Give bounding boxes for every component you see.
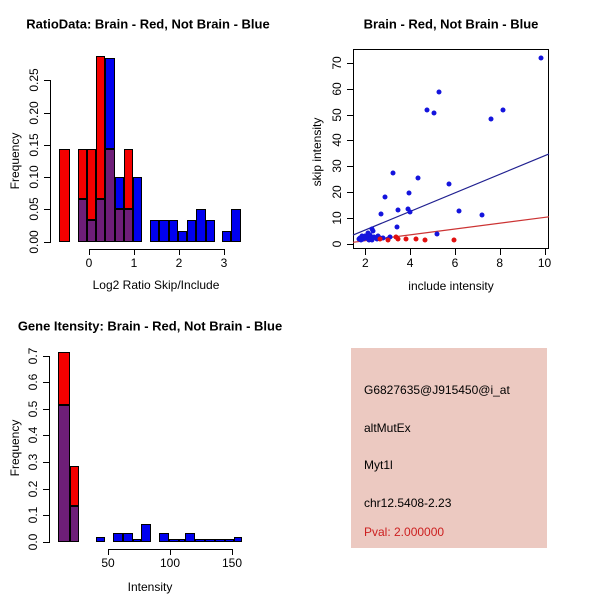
histogram-bar-segment <box>231 209 240 241</box>
histogram-bar-segment <box>187 220 196 241</box>
scatter-point-blue <box>424 108 429 113</box>
scatter-point-red <box>385 237 390 242</box>
y-tick <box>44 177 50 178</box>
y-tick <box>44 80 50 81</box>
histogram-bar-segment <box>133 177 142 242</box>
histogram-bar-segment <box>141 524 151 541</box>
histogram-bar-segment <box>105 58 114 150</box>
y-tick-label: 0.1 <box>26 506 40 524</box>
scatter-point-red <box>451 238 456 243</box>
x-tick-label: 0 <box>85 255 93 270</box>
gene-info-event-type: altMutEx <box>364 421 411 435</box>
x-tick <box>170 549 171 555</box>
y-tick <box>43 409 49 410</box>
y-axis-line <box>49 356 50 543</box>
y-tick <box>347 89 353 90</box>
x-tick <box>365 249 366 255</box>
x-tick-label: 1 <box>130 255 138 270</box>
y-tick <box>43 356 49 357</box>
histogram-bar-segment <box>150 220 159 241</box>
scatter-point-blue <box>501 107 506 112</box>
histogram-bar-segment <box>123 533 133 542</box>
x-tick-label: 50 <box>101 555 115 570</box>
x-tick <box>410 249 411 255</box>
histogram-bar-segment <box>196 209 205 241</box>
y-tick-label: 0.10 <box>27 165 41 189</box>
x-tick <box>500 249 501 255</box>
y-tick <box>44 113 50 114</box>
histogram-bar-segment <box>124 149 133 209</box>
histogram-bar-segment <box>78 199 87 242</box>
ratio-hist-ylabel: Frequency <box>8 132 22 190</box>
scatter-point-blue <box>407 190 412 195</box>
gene-info-gene-symbol: Myt1l <box>364 458 393 472</box>
scatter-point-blue <box>539 56 544 61</box>
y-tick <box>347 115 353 116</box>
y-tick <box>347 218 353 219</box>
x-tick-label: 10 <box>537 256 552 270</box>
scatter-point-red <box>422 238 427 243</box>
histogram-bar-segment <box>234 537 241 542</box>
x-tick <box>224 249 225 255</box>
scatter-point-blue <box>447 182 452 187</box>
y-tick-label: 50 <box>330 108 344 122</box>
y-tick-label: 60 <box>330 82 344 96</box>
histogram-bar-segment <box>215 539 225 542</box>
histogram-bar-segment <box>96 537 105 542</box>
y-tick <box>43 382 49 383</box>
x-tick-label: 8 <box>496 256 504 270</box>
x-tick <box>179 249 180 255</box>
histogram-bar-segment <box>78 149 87 199</box>
scatter-point-red <box>395 236 400 241</box>
y-tick <box>43 462 49 463</box>
histogram-bar-segment <box>185 533 195 542</box>
scatter-point-blue <box>431 111 436 116</box>
scatter-point-blue <box>457 209 462 214</box>
scatter-point-blue <box>479 212 484 217</box>
y-tick <box>43 515 49 516</box>
plot-box <box>353 49 549 249</box>
histogram-bar-segment <box>133 539 142 542</box>
scatter-point-red <box>413 237 418 242</box>
y-tick <box>347 140 353 141</box>
gene-info-probe-id: G6827635@J915450@i_at <box>364 383 510 397</box>
y-tick <box>43 542 49 543</box>
y-tick <box>44 145 50 146</box>
histogram-bar-segment <box>87 149 96 220</box>
histogram-bar-segment <box>58 352 70 405</box>
scatter-point-blue <box>391 171 396 176</box>
y-tick <box>347 244 353 245</box>
histogram-bar-segment <box>205 539 215 542</box>
y-tick-label: 0.20 <box>27 100 41 125</box>
y-tick <box>44 209 50 210</box>
y-tick-label: 0 <box>330 240 344 247</box>
y-tick-label: 0.15 <box>27 133 41 157</box>
histogram-bar-segment <box>59 149 70 241</box>
x-tick-label: 2 <box>175 255 183 270</box>
histogram-bar-segment <box>159 533 169 542</box>
histogram-bar-segment <box>169 539 179 542</box>
histogram-bar-segment <box>70 506 80 542</box>
gene-info-pval: Pval: 2.000000 <box>364 525 445 539</box>
x-tick-label: 2 <box>361 256 369 270</box>
x-tick <box>545 249 546 255</box>
y-tick-label: 20 <box>330 185 344 199</box>
x-tick-label: 6 <box>451 256 459 270</box>
histogram-bar-segment <box>113 533 123 542</box>
y-tick <box>43 435 49 436</box>
y-tick-label: 70 <box>330 56 344 70</box>
scatter-point-red <box>403 237 408 242</box>
histogram-bar-segment <box>124 209 133 241</box>
histogram-bar-segment <box>87 220 96 241</box>
x-tick-label: 4 <box>406 256 414 270</box>
y-axis-line <box>50 80 51 243</box>
gene-hist-ylabel: Frequency <box>8 419 22 477</box>
histogram-bar-segment <box>96 199 105 242</box>
scatter-point-blue <box>394 225 399 230</box>
y-tick <box>347 63 353 64</box>
histogram-bar-segment <box>159 220 168 241</box>
histogram-bar-segment <box>206 220 215 241</box>
y-tick-label: 0.5 <box>26 400 40 418</box>
histogram-bar-segment <box>70 466 80 506</box>
y-tick-label: 10 <box>330 211 344 225</box>
y-tick-label: 40 <box>330 133 344 148</box>
scatter-point-red <box>377 236 382 241</box>
y-tick-label: 0.4 <box>26 426 40 444</box>
y-tick <box>347 192 353 193</box>
y-tick-label: 0.2 <box>26 480 40 497</box>
y-tick <box>43 489 49 490</box>
histogram-bar-segment <box>195 539 205 542</box>
histogram-bar-segment <box>96 56 105 199</box>
x-tick <box>232 549 233 555</box>
x-tick-label: 3 <box>220 255 228 270</box>
scatter-point-blue <box>488 116 493 121</box>
scatter-point-blue <box>379 212 384 217</box>
x-tick-label: 150 <box>221 555 243 570</box>
histogram-bar-segment <box>169 220 178 241</box>
histogram-bar-segment <box>105 149 114 241</box>
scatter-point-blue <box>383 194 388 199</box>
y-tick-label: 0.6 <box>26 373 40 391</box>
y-tick-label: 0.3 <box>26 453 40 471</box>
y-tick-label: 0.05 <box>27 197 41 222</box>
gene-info-location: chr12.5408-2.23 <box>364 496 452 510</box>
y-tick <box>347 166 353 167</box>
histogram-bar-segment <box>222 231 231 242</box>
x-tick <box>89 249 90 255</box>
y-tick <box>44 242 50 243</box>
gene-info-box <box>351 348 547 548</box>
scatter-ylabel: skip intensity <box>310 117 324 187</box>
gene-hist-title: Gene Itensity: Brain - Red, Not Brain - Blue <box>17 318 283 334</box>
histogram-bar-segment <box>115 177 124 209</box>
scatter-point-blue <box>437 89 442 94</box>
scatter-point-blue <box>408 209 413 214</box>
ratio-hist-xlabel: Log2 Ratio Skip/Include <box>92 278 220 292</box>
x-tick-label: 100 <box>159 555 181 570</box>
histogram-bar-segment <box>58 405 70 542</box>
scatter-point-blue <box>435 231 440 236</box>
x-axis-line <box>89 249 225 250</box>
gene-hist-xlabel: Intensity <box>127 580 173 594</box>
scatter-xlabel: include intensity <box>408 279 494 293</box>
x-tick <box>455 249 456 255</box>
y-tick-label: 0.7 <box>26 347 40 364</box>
histogram-bar-segment <box>115 209 124 241</box>
scatter-point-blue <box>415 176 420 181</box>
y-tick-label: 0.0 <box>26 533 40 551</box>
y-tick-label: 0.25 <box>27 68 41 92</box>
x-tick <box>134 249 135 255</box>
histogram-bar-segment <box>225 539 235 542</box>
x-tick <box>108 549 109 555</box>
ratio-hist-title: RatioData: Brain - Red, Not Brain - Blue <box>26 16 270 32</box>
scatter-title: Brain - Red, Not Brain - Blue <box>363 16 539 32</box>
y-tick-label: 30 <box>330 159 344 173</box>
scatter-point-blue <box>395 208 400 213</box>
y-tick-label: 0.00 <box>27 230 41 254</box>
histogram-bar-segment <box>178 231 187 242</box>
